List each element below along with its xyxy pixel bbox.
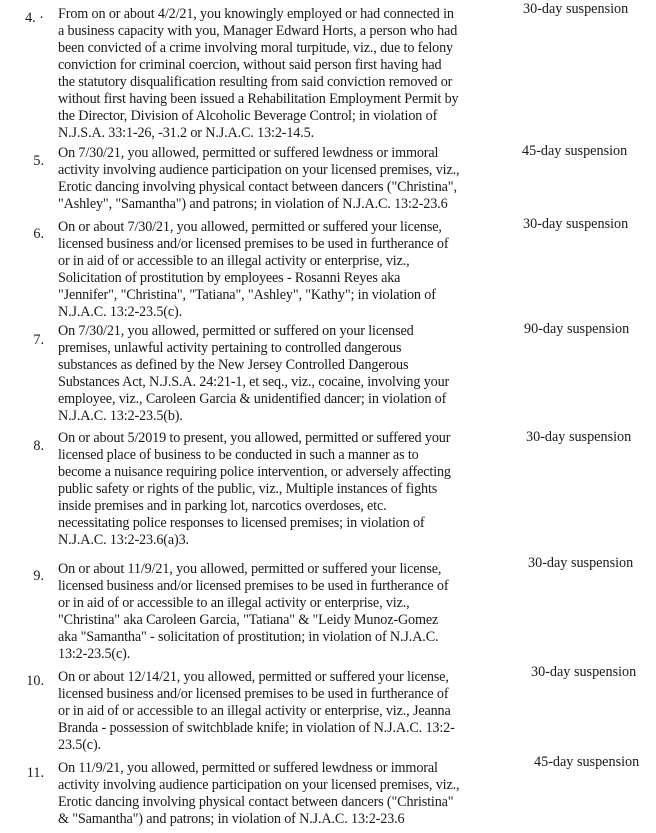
charge-text: On or about 7/30/21, you allowed, permitted or suffered your license, licensed business and/or licensed premises to be used in furtherance of or in aid of or accessible to an illegal activity or enterprise, viz., Solicitation of prostitution by employees - Rosanni Reyes aka "Jennifer", "Christina", "Tatiana", "Ashley", "Kathy"; in violation of N.J.A.C. 13:2-23.5(c). — [58, 219, 449, 320]
charge-text: On 7/30/21, you allowed, permitted or suffered lewdness or immoral activity involving audience participation on your licensed premises, viz., Erotic dancing involving physical contact between dancers ("Christina", "Ashley", "Samantha") and patrons; in violation of N.J.A.C. 13:2-23.6 — [58, 145, 460, 212]
charge-text: From on or about 4/2/21, you knowingly employed or had connected in a business capacity with you, Manager Edward Horts, a person who had been convicted of a crime involving moral turpitude, viz., due to felony conviction for criminal coercion, without said person first having had the statutory disqualification resulting from said conviction removed or without first having been issued a Rehabilitation Employment Permit by the Director, Division of Alcoholic Beverage Control; in violation of N.J.S.A. 33:1-26, -31.2 or N.J.A.C. 13:2-14.5. — [58, 6, 459, 141]
charge-number: 5. — [33, 153, 44, 169]
charge-number: 7. — [33, 332, 44, 348]
charge-penalty: 90-day suspension — [524, 321, 630, 337]
charge-number: 10. — [26, 673, 44, 689]
charge-number: 9. — [33, 568, 44, 584]
charge-penalty: 30-day suspension — [523, 1, 629, 17]
charge-number: 6. — [33, 226, 44, 242]
charge-penalty: 30-day suspension — [528, 555, 634, 571]
charge-number: 4. · — [25, 10, 44, 26]
charge-penalty: 45-day suspension — [534, 754, 640, 770]
charge-penalty: 30-day suspension — [523, 216, 629, 232]
charge-penalty: 45-day suspension — [522, 143, 628, 159]
charge-number: 8. — [33, 438, 44, 454]
charge-text: On 11/9/21, you allowed, permitted or suffered lewdness or immoral activity involving audience participation on your licensed premises, viz., Erotic dancing involving physical contact between dancers ("Christina" & "Samantha") and patrons; in violation of N.J.A.C. 13:2-23.6 — [58, 760, 460, 827]
charge-number: 11. — [26, 765, 44, 781]
charge-text: On or about 11/9/21, you allowed, permitted or suffered your license, licensed business and/or licensed premises to be used in furtherance of or in aid of or accessible to an illegal activity or enterprise, viz., "Christina" aka Caroleen Garcia, "Tatiana" & "Leidy Munoz-Gomez aka "Samantha" - solicitation of prostitution; in violation of N.J.A.C. 13:2-23.5(c). — [58, 561, 449, 662]
charge-text: On or about 5/2019 to present, you allowed, permitted or suffered your licensed place of business to be conducted in such a manner as to become a nuisance requiring police intervention, or adversely affecting public safety or rights of the public, viz., Multiple instances of fights inside premises and in parking lot, narcotics overdoses, etc. necessitating police responses to licensed premises; in violation of N.J.A.C. 13:2-23.6(a)3. — [58, 430, 451, 548]
charge-penalty: 30-day suspension — [526, 429, 632, 445]
charge-penalty: 30-day suspension — [531, 664, 637, 680]
charge-text: On or about 12/14/21, you allowed, permitted or suffered your license, licensed business and/or licensed premises to be used in furtherance of or in aid of or accessible to an illegal activity or enterprise, viz., Jeanna Branda - possession of switchblade knife; in violation of N.J.A.C. 13:2- 23.5(c). — [58, 669, 455, 753]
charge-text: On 7/30/21, you allowed, permitted or suffered on your licensed premises, unlawful activity pertaining to controlled dangerous substances as defined by the New Jersey Controlled Dangerous Substances Act, N.J.S.A. 24:21-1, et seq., viz., cocaine, involving your employee, viz., Caroleen Garcia & unidentified dancer; in violation of N.J.A.C. 13:2-23.5(b). — [58, 323, 450, 424]
